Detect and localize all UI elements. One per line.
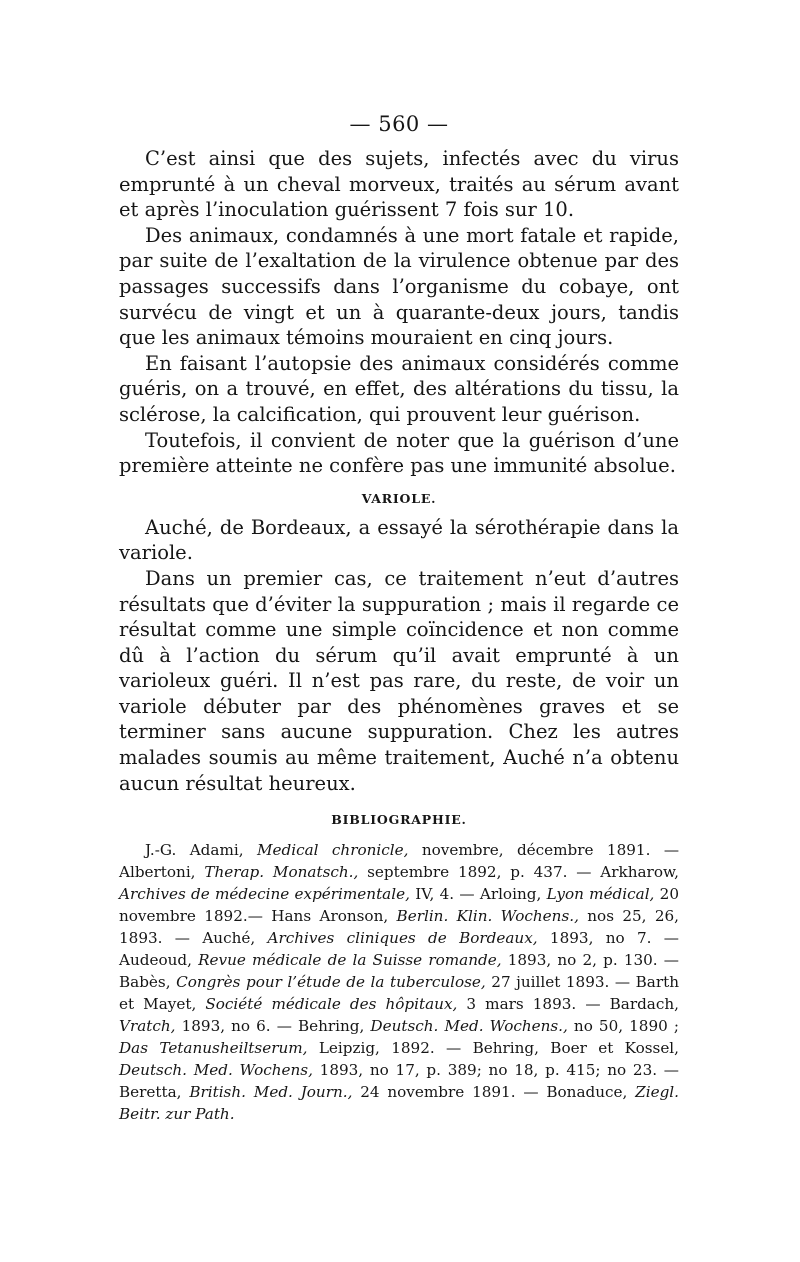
citation-text: nos 25, 26, 1893. — Auché, <box>119 907 680 948</box>
citation-text: 1893, no 2, p. 130. — Babès, <box>119 951 679 992</box>
citation-title: Deutsch. Med. Wochens, <box>119 1061 313 1080</box>
citation-text: J.-G. Adami, <box>145 841 257 860</box>
citation-title: Das Tetanusheiltserum, <box>119 1039 308 1058</box>
citation-title: Ziegl. Beitr. zur Path. <box>119 1083 679 1124</box>
citation-title: Lyon médical, <box>546 885 655 904</box>
paragraph: Toutefois, il convient de noter que la guérison d’une première atteinte ne confère pas une immunité absolue. <box>119 428 679 478</box>
citation-title: Revue médicale de la Suisse romande, <box>198 951 502 970</box>
book-page <box>119 112 679 1125</box>
citation-text: septembre 1892, p. 437. — Arkharow, <box>358 863 679 882</box>
citation-title: Deutsch. Med. Wochens., <box>370 1017 568 1036</box>
section-title-bibliography: BIBLIOGRAPHIE. <box>331 812 467 828</box>
citation-text: 1893, no 7. — Audeoud, <box>119 929 679 970</box>
paragraph: Auché, de Bordeaux, a essayé la sérothérapie dans la variole. <box>119 515 679 565</box>
citation-title: Therap. Monatsch., <box>204 863 359 882</box>
paragraph: Dans un premier cas, ce traitement n’eut d’autres résultats que d’éviter la suppuration ; mais il regarde ce résultat comme une simple coïncidence et non comme dû à l’action du sérum qu’il avait emprunté à un varioleux guéri. Il n’est pas rare, du reste, de voir un variole débuter par des phénomènes graves et se terminer sans aucune suppuration. Chez les autres malades soumis au même traitement, Auché n’a obtenu aucun résultat heureux. <box>119 566 679 795</box>
section-title-variole: VARIOLE. <box>361 490 437 506</box>
citation-text: 20 novembre 1892.— Hans Aronson, <box>119 885 679 926</box>
citation-text: 27 juillet 1893. — Barth et Mayet, <box>119 973 680 1014</box>
citation-text: Leipzig, 1892. — Behring, Boer et Kossel, <box>307 1039 679 1058</box>
citation-text: 3 mars 1893. — Bardach, <box>457 995 679 1014</box>
citation-text: 1893, no 6. — Behring, <box>175 1017 371 1036</box>
citation-title: Archives de médecine expérimentale, <box>119 885 410 904</box>
paragraph: C’est ainsi que des sujets, infectés avec du virus emprunté à un cheval morveux, traités au sérum avant et après l’inoculation guérissent 7 fois sur 10. <box>119 147 679 222</box>
citation-text: no 50, 1890 ; <box>567 1017 679 1036</box>
bibliography-entries <box>119 839 679 1125</box>
page-number: — 560 — <box>349 112 449 136</box>
citation-title: Archives cliniques de Bordeaux, <box>267 929 538 948</box>
citation-title: Vratch, <box>119 1017 176 1036</box>
citation-text: 24 novembre 1891. — Bonaduce, <box>352 1083 636 1102</box>
citation-title: Congrès pour l’étude de la tuberculose, <box>176 973 486 992</box>
citation-title: Berlin. Klin. Wochens., <box>396 907 579 926</box>
citation-text: novembre, décembre 1891. — Albertoni, <box>119 841 680 882</box>
citation-title: Medical chronicle, <box>256 841 409 860</box>
citation-title: Société médicale des hôpitaux, <box>205 995 458 1014</box>
paragraph: Des animaux, condamnés à une mort fatale et rapide, par suite de l’exaltation de la virulence obtenue par des passages successifs dans l’organisme du cobaye, ont survécu de vingt et un à quarante-deux jours, tandis que les animaux témoins mouraient en cinq jours. <box>119 223 679 350</box>
citation-title: British. Med. Journ., <box>189 1083 353 1102</box>
paragraph: En faisant l’autopsie des animaux considérés comme guéris, on a trouvé, en effet, des altérations du tissu, la sclérose, la calcification, qui prouvent leur guérison. <box>119 351 679 426</box>
citation-text: 1893, no 17, p. 389; no 18, p. 415; no 23. — Beretta, <box>119 1061 679 1102</box>
citation-text: IV, 4. — Arloing, <box>409 885 547 904</box>
